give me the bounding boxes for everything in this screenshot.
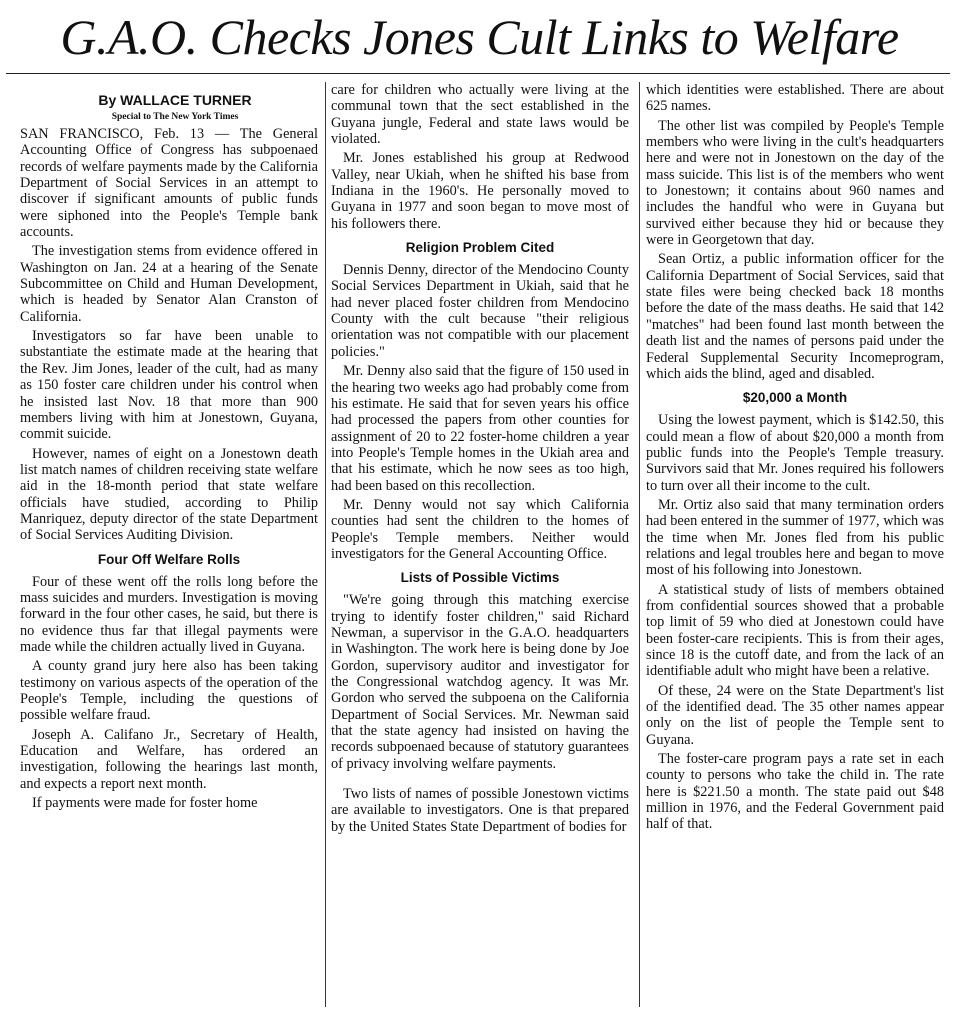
paragraph: A statistical study of lists of members obtained from confidential sources showed that a probable top limit of 59 who died at Jonestown could have been foster-care recipients. This is from their ages, since 18 is the cutoff date, and from the lack of an identifiable adult who might have been a relative.	[646, 581, 944, 680]
paragraph: Investigators so far have been unable to substantiate the estimate made at the hearing that the Rev. Jim Jones, leader of the cult, had as many as 150 foster care children under his control when he insisted last Nov. 18 that more than 900 members living with him at Jonestown, Guyana, commit suicide.	[20, 328, 318, 443]
column-3	[646, 82, 944, 836]
paragraph: Mr. Denny would not say which California counties had sent the children to the homes of People's Temple members. Neither would investigators for the General Accounting Office.	[331, 496, 629, 562]
paragraph: The foster-care program pays a rate set in each county to persons who take the child in. The rate here is $221.50 a month. The state paid out $48 million in 1976, and the Federal Government paid half of that.	[646, 751, 944, 833]
subhead: $20,000 a Month	[742, 390, 848, 406]
paragraph: Mr. Ortiz also said that many termination orders had been entered in the summer of 1977, which was the time when Mr. Jones fled from his public relations and legal troubles here and began to move most of his following into Jonestown.	[646, 496, 944, 579]
paragraph: Four of these went off the rolls long before the mass suicides and murders. Investigation is moving forward in the four other cases, he said, but there is no evidence thus far that illegal payments were made while the children actually lived in Guyana.	[20, 573, 318, 655]
paragraph: If payments were made for foster home	[32, 795, 258, 812]
paragraph: Mr. Jones established his group at Redwood Valley, near Ukiah, when he shifted his base from Indiana in the 1960's. He personally moved to Guyana in 1977 and soon began to move most of his followers there.	[331, 150, 629, 232]
paragraph: The other list was compiled by People's Temple members who were living in the cult's headquarters here and were not in Jonestown on the day of the mass suicide. This list is of the members who went to Jonestown; it contains about 960 names and includes the handful who were in Guyana but survived either because they hid or because they were in Georgetown that day.	[646, 117, 944, 249]
subhead: Four Off Welfare Rolls	[97, 551, 241, 567]
paragraph: "We're going through this matching exercise trying to identify foster children," said Richard Newman, a supervisor in the G.A.O. headquarters in Washington. The work here is being done by Joe Gordon, supervisory auditor and investigator for the Congressional watchdog agency. It was Mr. Gordon who served the subpoena on the California Department of Social Services. Mr. Newman said that the state agency had insisted on having the records subpoenaed because of statutory guarantees of privacy involving welfare payments.	[331, 592, 629, 772]
paragraph: Sean Ortiz, a public information officer for the California Department of Social Services, said that state files were being checked back 18 months before the date of the mass deaths. He said that 142 "matches" had been found last month between the death list and the names of persons paid under the Federal Supplemental Security Incomeprogram, which aids the blind, aged and disabled.	[646, 251, 944, 382]
column-2	[331, 82, 629, 838]
paragraph: The investigation stems from evidence offered in Washington on Jan. 24 at a hearing of the Senate Subcommittee on Child and Human Development, which is headed by Senator Alan Cranston of California.	[20, 243, 318, 325]
paragraph: Of these, 24 were on the State Department's list of the identified dead. The 35 other names appear only on the list of people the Temple sent to Guyana.	[646, 682, 944, 748]
headline-rule	[6, 73, 950, 74]
subhead: Lists of Possible Victims	[400, 570, 560, 586]
paragraph: However, names of eight on a Jonestown death list match names of children receiving state welfare aid in the 18-month period that state welfare officials have studied, according to Philip Manriquez, deputy director of the state Department of Social Services Auditing Division.	[20, 445, 318, 544]
paragraph: SAN FRANCISCO, Feb. 13 — The General Accounting Office of Congress has subpoenaed records of welfare payments made by the California Department of Social Services in an attempt to discover if significant amounts of public funds were siphoned into the People's Temple bank accounts.	[20, 126, 318, 241]
byline: By WALLACE TURNER	[98, 92, 252, 108]
subhead: Religion Problem Cited	[405, 240, 555, 256]
paragraph: Dennis Denny, director of the Mendocino County Social Services Department in Ukiah, said that he had never placed foster children from Mendocino County with the cult because "their religious orientation was not compatible with our placement policies."	[331, 262, 629, 360]
column-rule-2	[639, 82, 640, 1007]
headline: G.A.O. Checks Jones Cult Links to Welfare	[60, 9, 899, 65]
paragraph: care for children who actually were living at the communal town that the sect established in the Guyana jungle, Federal and state laws would be violated.	[331, 82, 629, 148]
column-rule-1	[325, 82, 326, 1007]
paragraph: which identities were established. There are about 625 names.	[646, 82, 944, 115]
paragraph: Using the lowest payment, which is $142.50, this could mean a flow of about $20,000 a month from public funds into the People's Temple treasury. Survivors said that Mr. Jones required his followers to turn over all their income to the cult.	[646, 412, 944, 494]
paragraph: Joseph A. Califano Jr., Secretary of Health, Education and Welfare, has ordered an investigation, following the hearings last month, and expects a report next month.	[20, 726, 318, 792]
paragraph: A county grand jury here also has been taking testimony on various aspects of the operation of the People's Temple, including the questions of possible welfare fraud.	[20, 658, 318, 724]
column-1	[20, 92, 318, 814]
byline-credit: Special to The New York Times	[111, 112, 239, 122]
paragraph: Two lists of names of possible Jonestown victims are available to investigators. One is that prepared by the United States State Department of bodies for	[331, 786, 629, 835]
paragraph: Mr. Denny also said that the figure of 150 used in the hearing two weeks ago had probably come from his estimate. He said that for seven years his office had processed the papers from other counties for assignment of 20 to 22 foster-home children a year into People's Temple homes in the Ukiah area and that his estimate, which he now sees as too high, had been based on this recollection.	[331, 363, 629, 494]
